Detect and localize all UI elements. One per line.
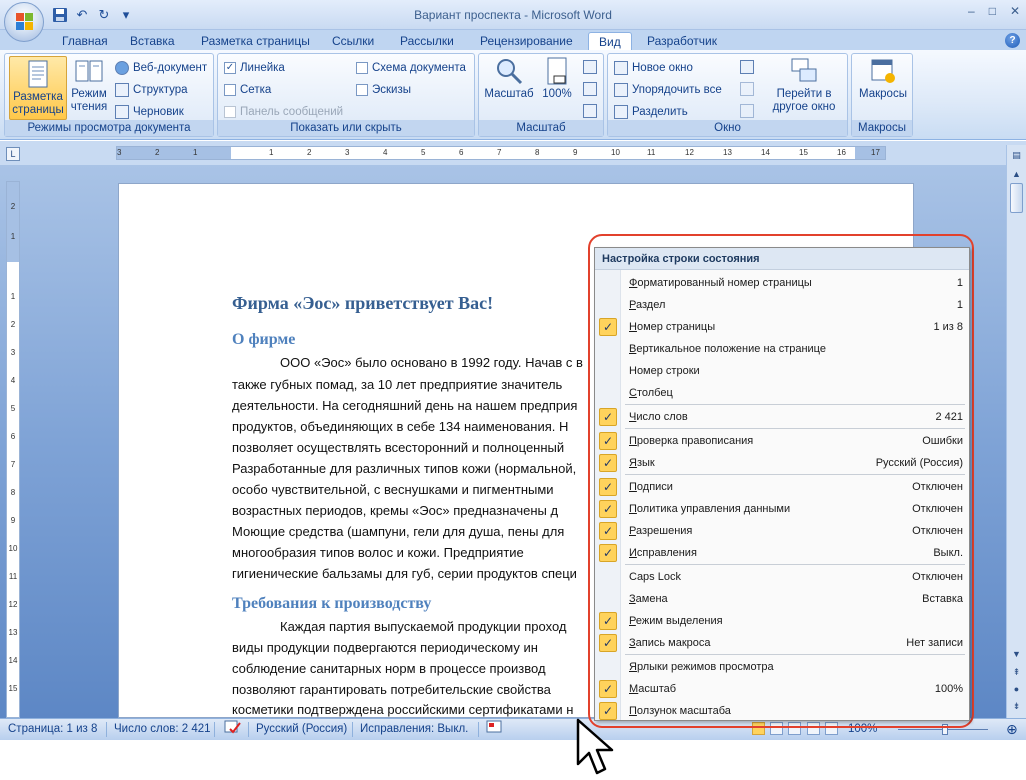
ruler-tick: 13 [723, 148, 732, 157]
minimize-button[interactable]: – [968, 4, 975, 18]
ruler-tick: 4 [10, 376, 16, 385]
horizontal-ruler[interactable] [116, 146, 886, 160]
status-bar-customize-menu [594, 247, 970, 721]
menu-item-label: Замена [629, 593, 668, 605]
doc-heading-about: О фирме [232, 331, 296, 348]
menu-item-label: Раздел [629, 299, 666, 311]
ruler-tick: 1 [193, 148, 198, 157]
tab-mailings[interactable]: Рассылки [400, 34, 454, 48]
show-hide-group-label: Показать или скрыть [218, 120, 474, 136]
ruler-tick: 1 [10, 232, 16, 241]
menu-item[interactable] [595, 588, 969, 610]
ruler-tick: 7 [10, 460, 16, 469]
macros-button[interactable] [855, 56, 911, 101]
menu-separator [625, 474, 965, 475]
ruler-toggle-icon[interactable]: ▤ [1012, 150, 1021, 160]
status-divider [478, 722, 479, 737]
checkmark-icon: ✓ [599, 408, 617, 426]
menu-item-value: Русский (Россия) [875, 457, 963, 469]
menu-item-value: Отключен [912, 503, 963, 515]
menu-item[interactable] [595, 542, 969, 564]
grid-checkbox[interactable] [224, 81, 271, 99]
checkmark-icon: ✓ [599, 680, 617, 698]
menu-item-label: Разрешения [629, 525, 693, 537]
menu-item-value: 2 421 [935, 411, 963, 423]
ruler-tick: 5 [421, 148, 426, 157]
tab-page-layout[interactable]: Разметка страницы [201, 34, 310, 48]
sync-scroll-icon[interactable] [740, 82, 754, 96]
ruler-label: Линейка [240, 62, 285, 74]
close-button[interactable]: ✕ [1009, 4, 1020, 18]
two-pages-icon[interactable] [583, 82, 597, 96]
menu-title: Настройка строки состояния [595, 248, 969, 270]
doc-line: виды продукции подвергаются периодическому ин [232, 640, 538, 655]
new-window-icon [614, 61, 628, 75]
scroll-up-icon[interactable]: ▲ [1012, 169, 1021, 179]
zoom-100-button[interactable] [537, 56, 577, 101]
doc-line: возрастных периодов, кремы «Эос» предназначены д [232, 503, 559, 518]
prev-page-icon[interactable]: ⇞ [1012, 667, 1021, 677]
checkmark-icon: ✓ [599, 544, 617, 562]
status-word-count[interactable]: Число слов: 2 421 [114, 723, 211, 735]
status-language[interactable]: Русский (Россия) [256, 723, 348, 735]
checkmark-icon: ✓ [599, 702, 617, 720]
macros-group-label: Макросы [852, 120, 912, 136]
outline-label: Структура [133, 84, 188, 96]
ruler-tick: 8 [10, 488, 16, 497]
checkbox-icon [224, 84, 236, 96]
doc-line: гигиенические бальзамы для губ, серии продуктов специ [232, 566, 577, 581]
ruler-tick: 13 [8, 628, 18, 637]
tab-developer[interactable]: Разработчик [647, 34, 717, 48]
doc-line: Каждая партия выпускаемой продукции проход [280, 619, 567, 634]
menu-item-value: Отключен [912, 481, 963, 493]
ruler-tick: 12 [685, 148, 694, 157]
status-divider [248, 722, 249, 737]
undo-icon[interactable]: ↶ [76, 7, 88, 22]
menu-item[interactable] [595, 678, 969, 700]
mouse-cursor-icon [576, 718, 616, 778]
menu-item[interactable] [595, 476, 969, 498]
zoom-group-label: Масштаб [479, 120, 603, 136]
doc-line: Моющие средства (шампуни, гели для душа, пены для [232, 524, 565, 539]
ruler-tick: 1 [269, 148, 274, 157]
doc-line: Разработанные для различных типов кожи (нормальной, [232, 461, 577, 476]
menu-item-value: Отключен [912, 571, 963, 583]
window-title: Вариант проспекта - Microsoft Word [414, 8, 612, 22]
ruler-tick: 2 [10, 202, 16, 211]
ruler-tick: 1 [10, 292, 16, 301]
draft-button[interactable] [115, 103, 184, 121]
message-bar-checkbox[interactable] [224, 103, 343, 121]
menu-item-value: Выкл. [933, 547, 963, 559]
doc-map-checkbox[interactable] [356, 59, 466, 77]
ruler-tick: 11 [8, 572, 18, 581]
menu-item-label: Ползунок масштаба [629, 705, 731, 717]
ruler-tick: 3 [345, 148, 350, 157]
arrange-all-label: Упорядочить все [632, 84, 722, 96]
ruler-checkbox[interactable] [224, 59, 285, 77]
doc-line: многообразия типов волос и кожи. Предприятие [232, 545, 524, 560]
menu-item-label: Вертикальное положение на странице [629, 343, 826, 355]
ruler-tick: 9 [573, 148, 578, 157]
menu-item-value: Ошибки [922, 435, 963, 447]
grid-label: Сетка [240, 84, 272, 96]
arrange-icon [614, 83, 628, 97]
split-button[interactable] [614, 103, 688, 121]
menu-item[interactable] [595, 382, 969, 404]
menu-item-label: Номер страницы [629, 321, 716, 333]
status-zoom[interactable]: 100% [848, 723, 878, 735]
checkbox-icon [356, 84, 368, 96]
menu-item[interactable] [595, 294, 969, 316]
menu-item-label: Номер строки [629, 365, 700, 377]
menu-item[interactable] [595, 656, 969, 678]
reading-mode-button[interactable] [69, 56, 109, 114]
menu-item-label: Число слов [629, 411, 688, 423]
window-controls [968, 4, 1020, 18]
macro-record-icon[interactable] [486, 719, 502, 740]
ruler-tick: 2 [10, 320, 16, 329]
doc-heading-1: Фирма «Эос» приветствует Вас! [232, 293, 494, 313]
menu-item-value: 1 [956, 277, 963, 289]
reset-position-icon[interactable] [740, 104, 754, 118]
doc-heading-requirements: Требования к производству [232, 595, 432, 612]
outline-icon [115, 83, 129, 97]
window-group-label: Окно [608, 120, 847, 136]
menu-separator [625, 564, 965, 565]
print-layout-button[interactable] [9, 56, 67, 120]
ruler-tick: 16 [837, 148, 846, 157]
window-group [607, 53, 848, 137]
office-button[interactable] [4, 2, 44, 42]
status-track-changes[interactable]: Исправления: Выкл. [360, 723, 469, 735]
menu-item-value: Отключен [912, 525, 963, 537]
menu-item[interactable] [595, 566, 969, 588]
menu-item[interactable] [595, 452, 969, 474]
customize-qat-icon[interactable]: ▾ [122, 7, 130, 22]
doc-map-label: Схема документа [372, 62, 466, 74]
menu-item[interactable] [595, 430, 969, 452]
ruler-tick: 10 [8, 544, 18, 553]
desktop-background [0, 740, 1026, 780]
print-layout-label: Разметка страницы [12, 91, 64, 116]
outline-button[interactable] [115, 81, 188, 99]
restore-button[interactable]: □ [988, 4, 996, 18]
menu-item-label: Запись макроса [629, 637, 711, 649]
message-bar-label: Панель сообщений [240, 106, 344, 118]
office-logo-icon [16, 13, 34, 31]
windows-icon [789, 56, 819, 86]
menu-item-value: 100% [934, 683, 963, 695]
split-icon [614, 105, 628, 119]
browse-object-icon[interactable]: ● [1013, 684, 1020, 694]
ruler-tick: 12 [8, 600, 18, 609]
doc-line: также губных помад, за 10 лет предприятие значитель [232, 377, 563, 392]
menu-item[interactable] [595, 610, 969, 632]
doc-line: ООО «Эос» было основано в 1992 году. Начав с в [280, 355, 583, 370]
web-layout-button[interactable] [115, 59, 207, 77]
zoom-button[interactable] [483, 56, 535, 101]
menu-item[interactable] [595, 272, 969, 294]
ruler-area [0, 141, 1026, 165]
ruler-tick: 11 [647, 148, 656, 157]
globe-icon [115, 61, 129, 75]
new-window-label: Новое окно [632, 62, 693, 74]
ruler-tick: 17 [871, 148, 880, 157]
ruler-tick: 15 [8, 684, 18, 693]
ribbon-tabs [0, 30, 1026, 50]
menu-item-label: Столбец [629, 387, 673, 399]
macros-group [851, 53, 913, 137]
ribbon [0, 50, 1026, 140]
switch-windows-button[interactable] [766, 56, 842, 114]
tab-home[interactable]: Главная [62, 34, 108, 48]
doc-line: особо чувствительной, с веснушками и пигментными [232, 482, 554, 497]
ruler-tick: 15 [799, 148, 808, 157]
help-icon[interactable]: ? [1005, 33, 1020, 48]
ruler-left-margin [117, 147, 231, 159]
menu-item-value: 1 [956, 299, 963, 311]
magnifier-icon [494, 56, 524, 86]
menu-item[interactable] [595, 520, 969, 542]
menu-item-label: Режим выделения [629, 615, 723, 627]
menu-item-value: Вставка [922, 593, 963, 605]
menu-item-label: Масштаб [629, 683, 677, 695]
status-divider [106, 722, 107, 737]
zoom-in-icon[interactable]: ⊕ [1006, 721, 1018, 737]
macros-label: Макросы [859, 88, 907, 100]
vertical-scrollbar[interactable] [1006, 145, 1026, 718]
doc-line: соблюдение санитарных норм в процессе производ [232, 661, 546, 676]
menu-item[interactable] [595, 632, 969, 654]
title-bar [0, 0, 1026, 30]
draft-label: Черновик [133, 106, 184, 118]
checkmark-icon: ✓ [599, 612, 617, 630]
ruler-tick: 3 [117, 148, 122, 157]
menu-item[interactable] [595, 316, 969, 338]
ruler-tick: 10 [611, 148, 620, 157]
tab-insert[interactable]: Вставка [130, 34, 175, 48]
one-page-icon[interactable] [583, 60, 597, 74]
show-hide-group [217, 53, 475, 137]
checkmark-icon: ✓ [599, 318, 617, 336]
ruler-tick: 2 [155, 148, 160, 157]
vertical-ruler[interactable] [6, 181, 20, 718]
checkmark-icon: ✓ [599, 454, 617, 472]
ruler-tick: 5 [10, 404, 16, 413]
redo-icon[interactable]: ↻ [98, 7, 110, 22]
tab-references[interactable]: Ссылки [332, 34, 375, 48]
menu-item-label: Политика управления данными [629, 503, 791, 515]
status-page[interactable]: Страница: 1 из 8 [8, 723, 98, 735]
checkmark-icon: ✓ [599, 522, 617, 540]
menu-item-label: Проверка правописания [629, 435, 754, 447]
zoom-100-label: 100% [542, 88, 572, 100]
menu-item-value: 1 из 8 [933, 321, 963, 333]
ruler-tick: 6 [459, 148, 464, 157]
split-label: Разделить [632, 106, 688, 118]
ruler-right-margin [855, 147, 885, 159]
menu-item-label: Язык [629, 457, 655, 469]
draft-icon [115, 105, 129, 119]
menu-separator [625, 404, 965, 405]
tab-view[interactable]: Вид [588, 32, 632, 50]
menu-item-value: Нет записи [906, 637, 963, 649]
doc-line: продуктов, объединяющих в себе 134 наименования. Н [232, 419, 569, 434]
scroll-down-icon[interactable]: ▼ [1012, 649, 1021, 659]
ruler-tick: 3 [10, 348, 16, 357]
views-group-label: Режимы просмотра документа [5, 120, 213, 136]
doc-line: позволяют гарантировать потребительские свойства [232, 682, 551, 697]
tab-review[interactable]: Рецензирование [480, 34, 573, 48]
menu-separator [625, 654, 965, 655]
ruler-tick: 9 [10, 516, 16, 525]
status-divider [352, 722, 353, 737]
view-side-by-side-icon[interactable] [740, 60, 754, 74]
ruler-tick: 6 [10, 432, 16, 441]
zoom-label: Масштаб [484, 88, 534, 100]
menu-item-label: Исправления [629, 547, 697, 559]
book-icon [74, 56, 104, 86]
checkbox-icon [356, 62, 368, 74]
menu-item[interactable] [595, 498, 969, 520]
ruler-tick: 14 [761, 148, 770, 157]
ruler-tick: 7 [497, 148, 502, 157]
new-window-button[interactable] [614, 59, 693, 77]
reading-mode-label: Режим чтения [70, 88, 108, 113]
zoom-group [478, 53, 604, 137]
menu-item-label: Ярлыки режимов просмотра [629, 661, 774, 673]
views-group [4, 53, 214, 137]
ruler-top-margin [7, 182, 19, 262]
status-divider [214, 722, 215, 737]
checkbox-icon [224, 106, 236, 118]
checkbox-checked-icon: ✓ [225, 62, 235, 73]
menu-item[interactable] [595, 360, 969, 382]
checkmark-icon: ✓ [599, 432, 617, 450]
page-width-icon[interactable] [583, 104, 597, 118]
menu-item[interactable] [595, 406, 969, 428]
checkmark-icon: ✓ [599, 500, 617, 518]
doc-line: косметики подтверждена российскими сертификатами н [232, 702, 574, 717]
thumbnails-checkbox[interactable] [356, 81, 411, 99]
macro-icon [868, 56, 898, 86]
scrollbar-thumb[interactable] [1010, 183, 1023, 213]
menu-item[interactable] [595, 338, 969, 360]
doc-line: позволяет осуществлять всесторонний и полноценный [232, 440, 565, 455]
menu-item-label: Подписи [629, 481, 673, 493]
next-page-icon[interactable]: ⇟ [1012, 701, 1021, 711]
web-layout-label: Веб-документ [133, 62, 208, 74]
switch-windows-label: Перейти в другое окно [772, 88, 836, 113]
page-100-icon [542, 56, 572, 86]
menu-item-label: Форматированный номер страницы [629, 277, 812, 289]
menu-item-label: Caps Lock [629, 571, 681, 583]
doc-line: деятельности. На сегодняшний день на нашем предприя [232, 398, 578, 413]
ruler-tick: 4 [383, 148, 388, 157]
menu-separator [625, 428, 965, 429]
checkmark-icon: ✓ [599, 478, 617, 496]
tab-selector-icon[interactable]: L [6, 147, 20, 161]
checkmark-icon: ✓ [599, 634, 617, 652]
page-icon [23, 59, 53, 89]
arrange-all-button[interactable] [614, 81, 722, 99]
menu-item[interactable] [595, 700, 969, 722]
spellcheck-icon[interactable] [224, 719, 242, 740]
ruler-tick: 14 [8, 656, 18, 665]
thumbnails-label: Эскизы [372, 84, 412, 96]
ruler-tick: 2 [307, 148, 312, 157]
ruler-tick: 8 [535, 148, 540, 157]
